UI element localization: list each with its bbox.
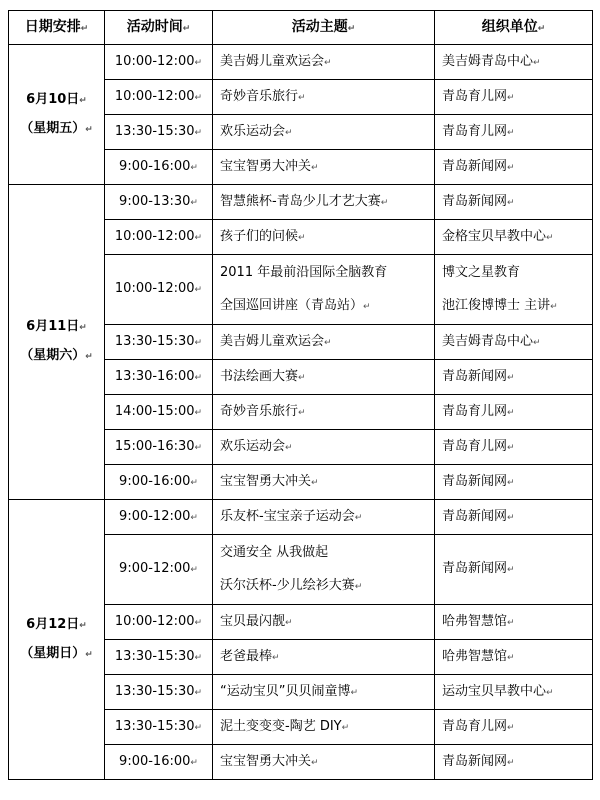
org-text: 青岛新闻网: [442, 158, 508, 174]
paragraph-mark: ↵: [190, 565, 198, 575]
org-text: 青岛新闻网: [442, 753, 508, 769]
theme-line: [220, 753, 434, 772]
paragraph-mark: ↵: [194, 722, 203, 733]
paragraph-mark: ↵: [285, 617, 293, 628]
paragraph-mark: ↵: [194, 687, 203, 698]
paragraph-mark: ↵: [298, 232, 306, 243]
theme-line: [220, 289, 434, 324]
time-text: 10:00-12:00: [114, 88, 195, 104]
time-cell: [105, 605, 213, 640]
paragraph-mark: ↵: [190, 512, 198, 523]
theme-line: [220, 403, 434, 422]
theme-line: [220, 438, 434, 457]
theme-cell: [213, 255, 435, 325]
org-text: 青岛新闻网: [442, 193, 508, 209]
org-text: 哈弗智慧馆: [442, 613, 508, 629]
theme-text: 宝宝智勇大冲关: [220, 473, 312, 489]
time-cell: [105, 220, 213, 255]
date-label: [9, 611, 104, 640]
paragraph-mark: ↵: [350, 687, 359, 698]
paragraph-mark: ↵: [363, 301, 371, 312]
table-row: [9, 185, 593, 220]
theme-line: [220, 569, 434, 604]
theme-line: [220, 508, 434, 527]
paragraph-mark: ↵: [507, 372, 515, 383]
theme-line: [220, 718, 434, 737]
date-text: 6月12日: [26, 616, 80, 632]
table-row: [9, 45, 593, 80]
date-text: 6月11日: [26, 319, 80, 334]
org-cell: [435, 150, 593, 185]
paragraph-mark: ↵: [194, 337, 203, 348]
org-text: 青岛新闻网: [442, 473, 508, 489]
time-text: 13:30-16:00: [114, 368, 195, 384]
time-text: 9:00-16:00: [119, 158, 191, 174]
org-text: 金格宝贝早教中心: [442, 228, 547, 244]
paragraph-mark: ↵: [194, 92, 203, 103]
org-cell: [435, 255, 593, 325]
theme-cell: [213, 675, 435, 710]
time-cell: [105, 675, 213, 710]
theme-text: 奇妙音乐旅行: [220, 88, 299, 104]
paragraph-mark: ↵: [190, 477, 198, 488]
paragraph-mark: ↵: [341, 722, 350, 733]
paragraph-mark: ↵: [298, 372, 306, 383]
paragraph-mark: ↵: [507, 127, 515, 138]
time-text: 10:00-12:00: [114, 53, 195, 69]
theme-cell: [213, 115, 435, 150]
paragraph-mark: ↵: [85, 352, 93, 362]
theme-line: [220, 158, 434, 177]
org-cell: [435, 115, 593, 150]
time-cell: [105, 360, 213, 395]
paragraph-mark: ↵: [354, 512, 363, 523]
paragraph-mark: ↵: [285, 127, 293, 138]
paragraph-mark: ↵: [190, 162, 198, 173]
theme-line: [220, 333, 434, 352]
date-cell: [9, 500, 105, 780]
time-text: 13:30-15:30: [114, 683, 195, 699]
paragraph-mark: ↵: [194, 617, 203, 628]
org-line: [442, 193, 592, 212]
theme-text: 乐友杯-宝宝亲子运动会: [220, 508, 355, 524]
org-text: 青岛新闻网: [442, 561, 508, 576]
paragraph-mark: ↵: [546, 232, 554, 243]
theme-line: [220, 53, 434, 72]
theme-cell: [213, 640, 435, 675]
org-text: 池江俊博博士 主讲: [442, 297, 551, 313]
time-cell: [105, 80, 213, 115]
theme-line: [220, 88, 434, 107]
time-cell: [105, 395, 213, 430]
paragraph-mark: ↵: [194, 57, 203, 68]
theme-cell: [213, 430, 435, 465]
org-cell: [435, 220, 593, 255]
theme-text: 智慧熊杯-青岛少儿才艺大赛: [220, 193, 381, 209]
time-text: 13:30-15:30: [114, 333, 195, 349]
paragraph-mark: ↵: [507, 407, 515, 418]
date-cell: [9, 185, 105, 500]
theme-cell: [213, 45, 435, 80]
org-text: 青岛育儿网: [442, 718, 508, 734]
theme-line: [220, 473, 434, 492]
org-line: [442, 473, 592, 492]
time-text: 13:30-15:30: [114, 718, 195, 734]
theme-cell: [213, 535, 435, 605]
header-row: [9, 11, 593, 45]
time-text: 15:00-16:30: [114, 438, 195, 454]
org-cell: [435, 465, 593, 500]
org-cell: [435, 535, 593, 605]
paragraph-mark: ↵: [85, 124, 93, 135]
org-text: 哈弗智慧馆: [442, 648, 508, 664]
weekday-text: （星期六）: [20, 348, 86, 363]
org-text: 美吉姆青岛中心: [442, 53, 534, 69]
time-text: 13:30-15:30: [114, 123, 195, 139]
theme-text: 老爸最棒: [220, 648, 273, 664]
org-line: [442, 53, 592, 72]
theme-line: [220, 193, 434, 212]
org-line: [442, 333, 592, 352]
paragraph-mark: ↵: [380, 197, 389, 208]
org-text: 青岛育儿网: [442, 403, 508, 419]
paragraph-mark: ↵: [533, 337, 541, 348]
org-line: [442, 613, 592, 632]
theme-text: 2011 年最前沿国际全脑教育: [220, 264, 388, 280]
paragraph-mark: ↵: [311, 477, 319, 488]
theme-text: 美吉姆儿童欢运会: [220, 333, 325, 349]
org-cell: [435, 710, 593, 745]
paragraph-mark: ↵: [194, 442, 203, 453]
paragraph-mark: ↵: [533, 57, 541, 68]
org-text: 青岛育儿网: [442, 438, 508, 454]
theme-text: 宝贝最闪靓: [220, 613, 286, 629]
time-text: 9:00-12:00: [119, 508, 191, 524]
header-date: 日期安排↵: [9, 11, 105, 45]
org-cell: [435, 325, 593, 360]
paragraph-mark: ↵: [507, 162, 515, 173]
paragraph-mark: ↵: [507, 197, 515, 208]
paragraph-mark: ↵: [550, 301, 558, 312]
date-label: [9, 86, 104, 115]
time-cell: [105, 640, 213, 675]
org-line: [442, 508, 592, 527]
org-line: [442, 718, 592, 737]
header-theme: 活动主题↵: [213, 11, 435, 45]
theme-cell: [213, 710, 435, 745]
org-cell: [435, 745, 593, 780]
time-cell: [105, 500, 213, 535]
org-text: 运动宝贝早教中心: [442, 683, 547, 699]
date-text: 6月10日: [26, 91, 80, 107]
theme-text: 交通安全 从我做起: [220, 544, 329, 560]
time-text: 9:00-13:30: [119, 193, 191, 209]
theme-text: 泥土变变变-陶艺 DIY: [220, 718, 342, 734]
paragraph-mark: ↵: [194, 372, 203, 383]
paragraph-mark: ↵: [194, 652, 203, 663]
time-text: 9:00-16:00: [119, 473, 191, 489]
theme-cell: [213, 360, 435, 395]
theme-text: 宝宝智勇大冲关: [220, 753, 312, 769]
theme-text: “运动宝贝”贝贝闹童博: [220, 683, 351, 699]
paragraph-mark: ↵: [354, 581, 363, 592]
org-line: [442, 560, 592, 579]
weekday-text: （星期日）: [20, 645, 86, 661]
time-text: 10:00-12:00: [114, 613, 195, 629]
org-text: 博文之星教育: [442, 264, 521, 280]
schedule-body: [9, 45, 593, 780]
theme-cell: [213, 185, 435, 220]
theme-text: 美吉姆儿童欢运会: [220, 53, 325, 69]
theme-cell: [213, 465, 435, 500]
paragraph-mark: ↵: [546, 687, 554, 698]
org-text: 美吉姆青岛中心: [442, 333, 534, 349]
org-line: [442, 228, 592, 247]
weekday-text: （星期五）: [20, 120, 86, 136]
paragraph-mark: ↵: [507, 512, 515, 523]
org-cell: [435, 395, 593, 430]
time-cell: [105, 150, 213, 185]
theme-text: 宝宝智勇大冲关: [220, 158, 312, 174]
org-text: 青岛新闻网: [442, 368, 508, 384]
time-cell: [105, 185, 213, 220]
paragraph-mark: ↵: [507, 442, 515, 453]
theme-line: [220, 368, 434, 387]
theme-cell: [213, 500, 435, 535]
date-label: [9, 313, 104, 342]
paragraph-mark: ↵: [507, 652, 515, 663]
theme-cell: [213, 395, 435, 430]
paragraph-mark: ↵: [190, 757, 198, 768]
theme-cell: [213, 745, 435, 780]
theme-text: 欢乐运动会: [220, 438, 286, 454]
org-text: 青岛育儿网: [442, 88, 508, 104]
theme-line: [220, 123, 434, 142]
paragraph-mark: ↵: [507, 92, 515, 103]
paragraph-mark: ↵: [79, 95, 87, 106]
org-line: [442, 403, 592, 422]
org-text: 青岛新闻网: [442, 508, 508, 524]
org-line: [442, 256, 592, 289]
org-cell: [435, 80, 593, 115]
weekday-label: [9, 640, 104, 669]
theme-line: [220, 228, 434, 247]
org-line: [442, 648, 592, 667]
org-cell: [435, 675, 593, 710]
time-cell: [105, 115, 213, 150]
theme-cell: [213, 605, 435, 640]
paragraph-mark: ↵: [190, 197, 198, 208]
org-line: [442, 368, 592, 387]
theme-cell: [213, 220, 435, 255]
paragraph-mark: ↵: [79, 620, 87, 631]
org-cell: [435, 605, 593, 640]
theme-line: [220, 256, 434, 289]
time-cell: [105, 710, 213, 745]
paragraph-mark: ↵: [507, 565, 515, 575]
time-cell: [105, 745, 213, 780]
theme-text: 沃尔沃杯-少儿绘衫大赛: [220, 577, 355, 593]
org-cell: [435, 360, 593, 395]
org-line: [442, 438, 592, 457]
paragraph-mark: ↵: [311, 162, 319, 173]
paragraph-mark: ↵: [285, 442, 293, 453]
time-text: 10:00-12:00: [114, 281, 195, 296]
header-time: 活动时间↵: [105, 11, 213, 45]
time-cell: [105, 430, 213, 465]
paragraph-mark: ↵: [272, 652, 280, 663]
theme-text: 奇妙音乐旅行: [220, 403, 299, 419]
org-cell: [435, 185, 593, 220]
paragraph-mark: ↵: [298, 92, 306, 103]
org-line: [442, 289, 592, 324]
org-cell: [435, 500, 593, 535]
org-line: [442, 123, 592, 142]
paragraph-mark: ↵: [194, 285, 203, 295]
paragraph-mark: ↵: [298, 407, 306, 418]
theme-line: [220, 683, 434, 702]
time-cell: [105, 535, 213, 605]
paragraph-mark: ↵: [79, 323, 87, 333]
paragraph-mark: ↵: [194, 407, 203, 418]
org-line: [442, 88, 592, 107]
org-line: [442, 753, 592, 772]
paragraph-mark: ↵: [507, 477, 515, 488]
org-line: [442, 683, 592, 702]
time-cell: [105, 465, 213, 500]
theme-cell: [213, 80, 435, 115]
time-text: 9:00-12:00: [119, 561, 191, 576]
time-text: 10:00-12:00: [114, 228, 195, 244]
theme-line: [220, 536, 434, 569]
weekday-label: [9, 342, 104, 371]
org-text: 青岛育儿网: [442, 123, 508, 139]
table-row: [9, 500, 593, 535]
theme-text: 书法绘画大赛: [220, 368, 299, 384]
theme-cell: [213, 325, 435, 360]
weekday-label: [9, 115, 104, 144]
schedule-table: [8, 10, 593, 780]
paragraph-mark: ↵: [194, 127, 203, 138]
paragraph-mark: ↵: [507, 617, 515, 628]
time-cell: [105, 45, 213, 80]
theme-line: [220, 613, 434, 632]
paragraph-mark: ↵: [324, 337, 332, 348]
paragraph-mark: ↵: [85, 649, 93, 660]
theme-cell: [213, 150, 435, 185]
theme-text: 欢乐运动会: [220, 123, 286, 139]
time-text: 13:30-15:30: [114, 648, 195, 664]
time-cell: [105, 255, 213, 325]
time-cell: [105, 325, 213, 360]
time-text: 14:00-15:00: [114, 403, 195, 419]
theme-text: 孩子们的问候: [220, 228, 299, 244]
paragraph-mark: ↵: [507, 722, 515, 733]
org-cell: [435, 640, 593, 675]
org-line: [442, 158, 592, 177]
paragraph-mark: ↵: [311, 757, 319, 768]
org-cell: [435, 430, 593, 465]
paragraph-mark: ↵: [507, 757, 515, 768]
theme-text: 全国巡回讲座（青岛站）: [220, 297, 364, 313]
date-cell: [9, 45, 105, 185]
time-text: 9:00-16:00: [119, 753, 191, 769]
paragraph-mark: ↵: [324, 57, 332, 68]
header-org: 组织单位↵: [435, 11, 593, 45]
org-cell: [435, 45, 593, 80]
paragraph-mark: ↵: [194, 232, 203, 243]
theme-line: [220, 648, 434, 667]
